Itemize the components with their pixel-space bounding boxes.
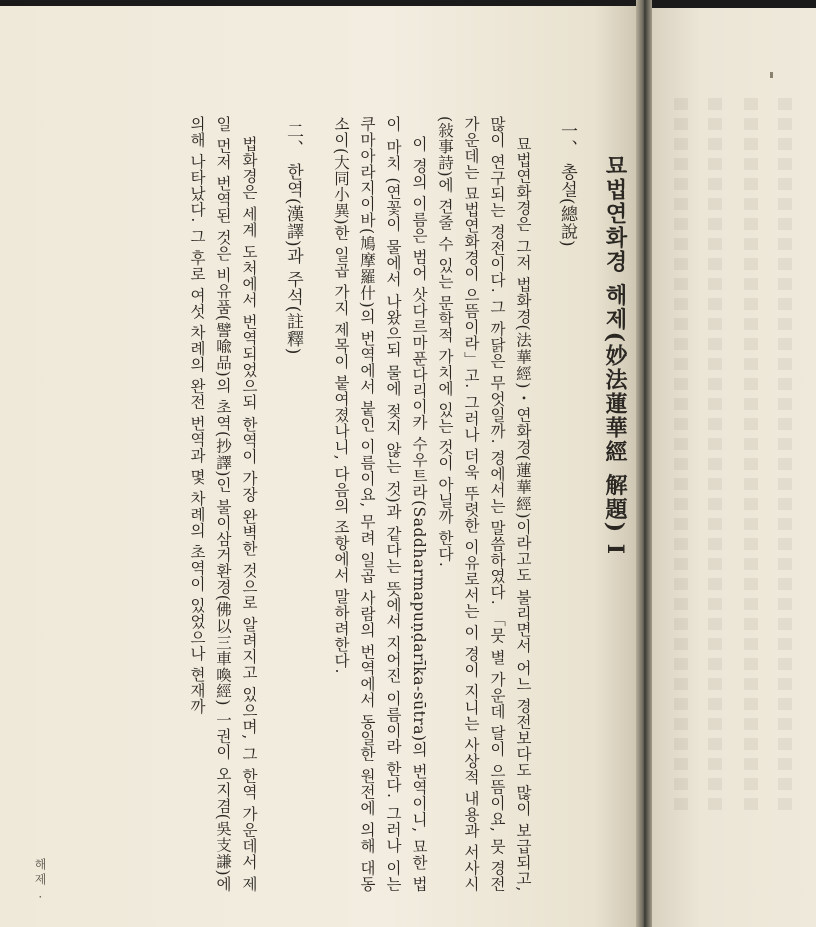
show-through-text <box>708 98 722 818</box>
document-title: 묘법연화경 해제(妙法蓮華經 解題) I <box>602 154 628 557</box>
show-through-text <box>674 98 688 818</box>
page-folio: 해제 · <box>33 858 47 902</box>
section-heading-general: 一、 총설(總說) <box>557 122 577 248</box>
paragraph: 법화경은 세계 도처에서 번역되었으되 한역이 가장 완벽한 것으로 알려지고 있으며, 그 한역 가운데서 제일 먼저 번역된 것은 비유품(譬喩品)의 초역(抄譯)인 불이삼거환경(佛以三車喚經) 一권이 오지겸(吳支謙)에 의해 나타났다. 그 후로 여섯 차례의 완전 번역과 몇 차례의 초역이 있었으나 현재까 <box>188 116 258 892</box>
paragraph: 묘법연화경은 그저 법화경(法華經)・연화경(蓮華經)이라고도 불리면서 어느 경전보다도 많이 보급되고, 많이 연구되는 경전이다. 그 까닭은 무엇일까. 경에서는 말씀하였다. 「뭇 별 가운데 달이 으뜸이요, 뭇 경전 가운데는 묘법연화경이 으뜸이라」고. 그러나 더욱 뚜렷한 이유로서는 이 경이 지니는 사상적 내용과 서사시(敍事詩)에 견줄 수 있는 문학적 가치에 있는 것이 아닐까 한다. <box>436 116 532 892</box>
facing-page <box>652 8 816 927</box>
show-through-text <box>744 98 758 818</box>
show-through-text <box>778 98 792 818</box>
vertical-text-block <box>184 116 628 892</box>
book-gutter <box>636 0 652 927</box>
section-heading-translations: 二、 한역(漢譯)과 주석(註釋) <box>283 122 303 355</box>
page-mark <box>770 72 773 78</box>
paragraph: 이 경의 이름은 범어 삿다르마푼다리이카 수우트라(Saddharmapuṇḍarīka-sūtra)의 번역이니, 묘한 법이 마치 (연꽃이 물에서 나왔으되 물에 젖지 않는 것)과 같다는 뜻에서 지어진 이름이라 한다. 그러나 이는 쿠마아라지이바(鳩摩羅什)의 번역에서 붙인 이름이요, 무려 일곱 사람의 번역에서 동일한 원전에 의해 대동소이(大同小異)한 일곱 가지 제목이 붙여졌나니, 다음의 조항에서 말하려한다. <box>332 116 428 892</box>
